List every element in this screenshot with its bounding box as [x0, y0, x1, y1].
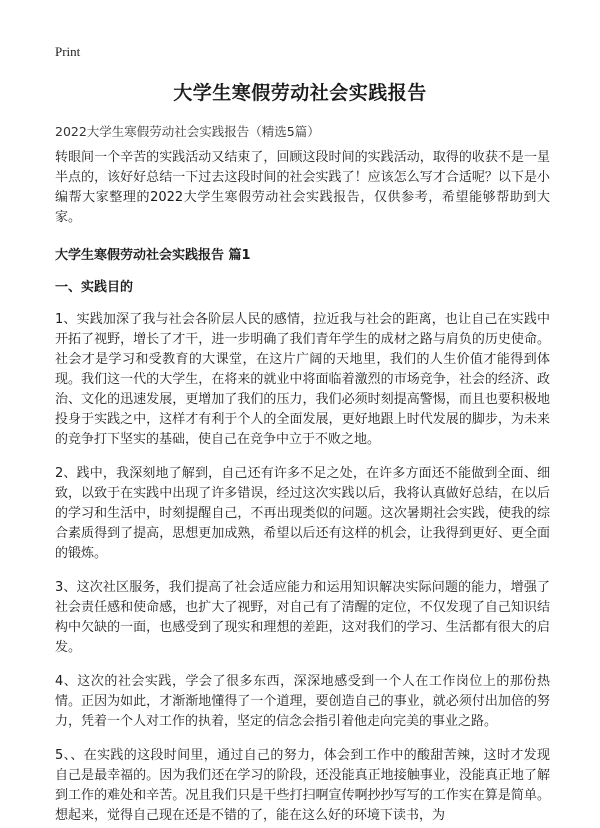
body-paragraph: 1、实践加深了我与社会各阶层人民的感情，拉近我与社会的距离，也让自己在实践中开拓了视野，增长了才干，进一步明确了我们青年学生的成材之路与肩负的历史使命。社会才是学习和受教育的大课堂，在这片广阔的天地里，我们的人生价值才能得到体现。我们这一代的大学生，在将来的就业中将面临着激烈的市场竞争，社会的经济、政治、文化的迅速发展，更增加了我们的压力，我们必须时刻提高警惕，而且也要积极地投身于实践之中，这样才有利于个人的全面发展，更好地跟上时代发展的脚步，为未来的竞争打下坚实的基础，使自己在竞争中立于不败之地。 [55, 312, 550, 447]
body-paragraph: 3、这次社区服务，我们提高了社会适应能力和运用知识解决实际问题的能力，增强了社会责任感和使命感，也扩大了视野，对自己有了清醒的定位，不仅发现了自己知识结构中欠缺的一面，也感受到了现实和理想的差距，这对我们的学习、生活都有很大的启发。 [55, 580, 550, 655]
body-paragraph: 2、践中，我深刻地了解到，自己还有许多不足之处，在许多方面还不能做到全面、细致，以致于在实践中出现了许多错误，经过这次实践以后，我将认真做好总结，在以后的学习和生活中，时刻提醒自己，不再出现类似的问题。这次暑期社会实践，使我的综合素质得到了提高，思想更加成熟，希望以后还有这样的机会，让我得到更好、更全面的锻炼。 [55, 466, 550, 561]
document-subtitle: 2022大学生寒假劳动社会实践报告（精选5篇） [55, 124, 320, 139]
print-link[interactable]: Print [55, 44, 81, 59]
section-heading: 一、实践目的 [55, 280, 134, 295]
intro-paragraph: 转眼间一个辛苦的实践活动又结束了，回顾这段时间的实践活动，取得的收获不是一星半点的，该好好总结一下过去这段时间的社会实践了！应该怎么写才合适呢？以下是小编帮大家整理的2022大学生寒假劳动社会实践报告，仅供参考，希望能够帮助到大家。 [55, 150, 550, 225]
document-title: 大学生寒假劳动社会实践报告 [173, 82, 427, 104]
section-title: 大学生寒假劳动社会实践报告 篇1 [55, 248, 251, 263]
document-body [55, 148, 550, 828]
body-paragraph: 4、这次的社会实践，学会了很多东西，深深地感受到一个人在工作岗位上的那份热情。正因为如此，才渐渐地懂得了一个道理，要创造自己的事业，就必须付出加倍的努力，凭着一个人对工作的执着，坚定的信念会指引着他走向完美的事业之路。 [55, 674, 550, 729]
body-paragraph: 5、、在实践的这段时间里，通过自己的努力，体会到工作中的酸甜苦辣，这时才发现自己是最幸福的。因为我们还在学习的阶段，还没能真正地接触事业，没能真正地了解到工作的难处和辛苦。况且我们只是干些打扫啊宣传啊抄抄写写的工作实在算是简单。想起来，觉得自己现在还是不错的了，能在这么好的环境下读书，为 [55, 748, 550, 823]
